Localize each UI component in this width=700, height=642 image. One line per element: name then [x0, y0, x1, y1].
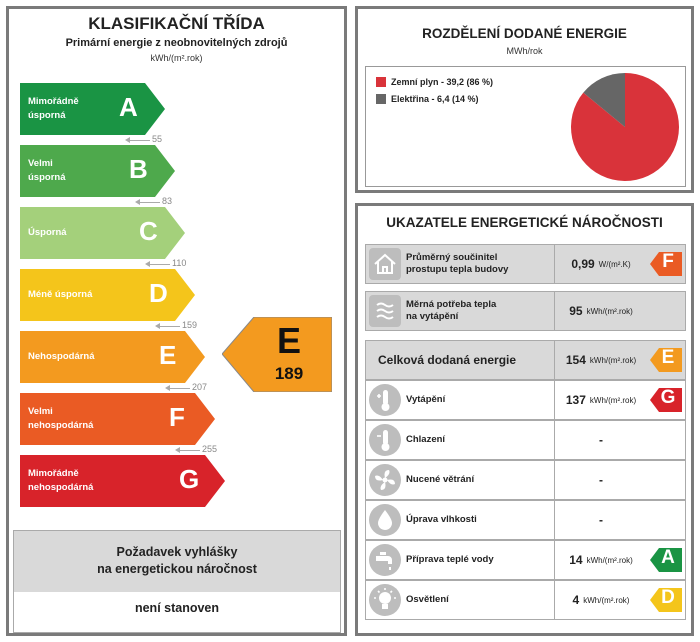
class-label-line1: Úsporná — [28, 227, 67, 238]
legend-label: Elektřina - 6,4 (14 %) — [391, 94, 479, 104]
indicator-unit: kWh/(m².rok) — [586, 555, 633, 565]
thermometer-hot-icon — [369, 384, 401, 416]
class-arrow-g — [20, 455, 225, 507]
lightbulb-icon — [369, 584, 401, 616]
threshold-line — [140, 202, 160, 203]
indicator-class-letter: E — [661, 347, 675, 368]
indicator-row — [365, 580, 686, 620]
indicator-unit: kWh/(m².rok) — [583, 595, 630, 605]
class-label-line1: Nehospodárná — [28, 351, 95, 362]
indicator-row — [365, 500, 686, 540]
class-label-line2: úsporná — [28, 110, 66, 121]
indicator-value — [555, 501, 647, 539]
indicator-value — [555, 581, 647, 619]
legend-swatch — [376, 94, 386, 104]
current-class-letter: E — [276, 320, 301, 361]
class-letter: A — [119, 92, 138, 122]
threshold-line — [150, 264, 170, 265]
indicator-unit: W/(m².K) — [598, 259, 631, 269]
class-label — [28, 455, 118, 507]
class-label-line1: Méně úsporná — [28, 289, 93, 300]
indicator-name — [406, 245, 508, 283]
fan-icon — [369, 464, 401, 496]
threshold-line — [180, 450, 200, 451]
legend-label: Zemní plyn - 39,2 (86 %) — [391, 77, 494, 87]
class-letter: C — [139, 216, 158, 246]
indicator-value — [555, 292, 647, 330]
classification-unit: kWh/(m².rok) — [150, 53, 203, 63]
class-label-line1: Velmi — [28, 406, 53, 417]
indicator-name — [406, 421, 445, 459]
house-icon — [369, 248, 401, 280]
indicator-name — [406, 381, 445, 419]
indicator-name-line1: Měrná potřeba tepla — [406, 299, 497, 310]
indicators-panel — [355, 203, 694, 636]
class-label-line1: Mimořádně — [28, 96, 79, 107]
class-label — [28, 207, 118, 259]
class-label-line1: Velmi — [28, 158, 53, 169]
indicator-number: - — [599, 433, 603, 447]
class-label — [28, 393, 118, 445]
indicator-value — [555, 381, 647, 419]
class-letter: B — [129, 154, 148, 184]
requirement-box — [13, 530, 341, 633]
indicator-name — [406, 461, 474, 499]
threshold-value: 83 — [162, 196, 173, 206]
heat-waves-icon — [369, 295, 401, 327]
distribution-title: ROZDĚLENÍ DODANÉ ENERGIE — [422, 26, 627, 41]
class-arrow-c — [20, 207, 185, 259]
indicator-name — [378, 341, 516, 379]
class-arrow-f — [20, 393, 215, 445]
threshold-line — [130, 140, 150, 141]
droplet-icon — [369, 504, 401, 536]
legend-swatch — [376, 77, 386, 87]
indicator-unit: kWh/(m².rok) — [586, 306, 633, 316]
class-label-line1: Mimořádně — [28, 468, 79, 479]
class-label — [28, 145, 118, 197]
classification-title: KLASIFIKAČNÍ TŘÍDA — [88, 14, 265, 33]
threshold-value: 55 — [152, 134, 163, 144]
indicator-number: 154 — [565, 353, 586, 367]
indicator-name-line1: Úprava vlhkosti — [406, 514, 477, 525]
class-letter: G — [179, 464, 200, 494]
class-label-line2: nehospodárná — [28, 420, 94, 431]
indicator-number: 4 — [572, 593, 580, 607]
distribution-chart-area — [365, 66, 686, 187]
indicator-number: - — [599, 473, 603, 487]
indicator-row — [365, 460, 686, 500]
indicator-name-line1: Osvětlení — [406, 594, 449, 605]
indicator-value — [555, 341, 647, 379]
indicator-name — [406, 501, 477, 539]
indicator-value — [555, 461, 647, 499]
indicator-row — [365, 540, 686, 580]
indicator-name-line1: Celková dodaná energie — [378, 353, 517, 367]
indicator-unit: kWh/(m².rok) — [589, 355, 637, 365]
indicator-number: 0,99 — [571, 257, 595, 271]
indicator-name-line1: Nucené větrání — [406, 474, 475, 485]
indicator-unit: kWh/(m².rok) — [589, 395, 637, 405]
distribution-panel — [355, 6, 694, 193]
indicator-name — [406, 541, 494, 579]
requirement-title-line2: na energetickou náročnost — [97, 562, 257, 576]
class-label — [28, 331, 118, 383]
indicator-name-line1: Chlazení — [406, 434, 446, 445]
indicator-number: - — [599, 513, 603, 527]
threshold-value: 110 — [172, 258, 187, 268]
indicator-row — [365, 380, 686, 420]
distribution-unit: MWh/rok — [506, 46, 543, 56]
indicator-name-line1: Vytápění — [406, 394, 446, 405]
pie-chart — [569, 71, 681, 183]
indicator-class-letter: G — [660, 387, 676, 408]
indicator-row — [365, 340, 686, 380]
class-label-line2: úsporná — [28, 172, 66, 183]
indicator-row — [365, 420, 686, 460]
thermometer-cold-icon — [369, 424, 401, 456]
threshold-value: 255 — [202, 444, 218, 454]
indicator-name-line2: na vytápění — [406, 311, 459, 322]
threshold-line — [170, 388, 190, 389]
class-label — [28, 269, 118, 321]
indicators-title: UKAZATELE ENERGETICKÉ NÁROČNOSTI — [386, 215, 663, 230]
requirement-value: není stanoven — [134, 601, 220, 615]
requirement-title-line1: Požadavek vyhlášky — [116, 545, 238, 559]
indicator-value — [555, 541, 647, 579]
class-arrow-b — [20, 145, 175, 197]
class-label-line2: nehospodárná — [28, 482, 94, 493]
faucet-icon — [369, 544, 401, 576]
legend-item — [376, 77, 493, 87]
classification-subtitle: Primární energie z neobnovitelných zdrojů — [65, 37, 288, 49]
class-letter: D — [149, 278, 168, 308]
legend-item — [376, 94, 479, 104]
class-letter: F — [169, 402, 185, 432]
indicator-name-line1: Průměrný součinitel — [406, 252, 498, 263]
indicator-row — [365, 244, 686, 284]
class-arrow-e — [20, 331, 205, 383]
indicator-number: 14 — [569, 553, 583, 567]
indicator-row — [365, 291, 686, 331]
threshold-line — [160, 326, 180, 327]
class-label — [28, 83, 118, 135]
indicator-name-line1: Příprava teplé vody — [406, 554, 494, 565]
threshold-value: 159 — [182, 320, 198, 330]
requirement-title — [14, 531, 340, 592]
class-letter: E — [159, 340, 177, 370]
indicator-value — [555, 421, 647, 459]
current-class-value: 189 — [274, 364, 304, 383]
indicator-number: 95 — [569, 304, 583, 318]
indicator-value — [555, 245, 647, 283]
indicator-name — [406, 581, 449, 619]
indicator-name — [406, 292, 496, 330]
indicator-class-letter: D — [661, 587, 675, 608]
class-arrow-a — [20, 83, 165, 135]
indicator-class-letter: F — [662, 251, 674, 272]
class-arrow-d — [20, 269, 195, 321]
threshold-value: 207 — [192, 382, 208, 392]
indicator-class-letter: A — [661, 547, 675, 568]
indicator-name-line2: prostupu tepla budovy — [406, 264, 509, 275]
indicator-number: 137 — [565, 393, 586, 407]
